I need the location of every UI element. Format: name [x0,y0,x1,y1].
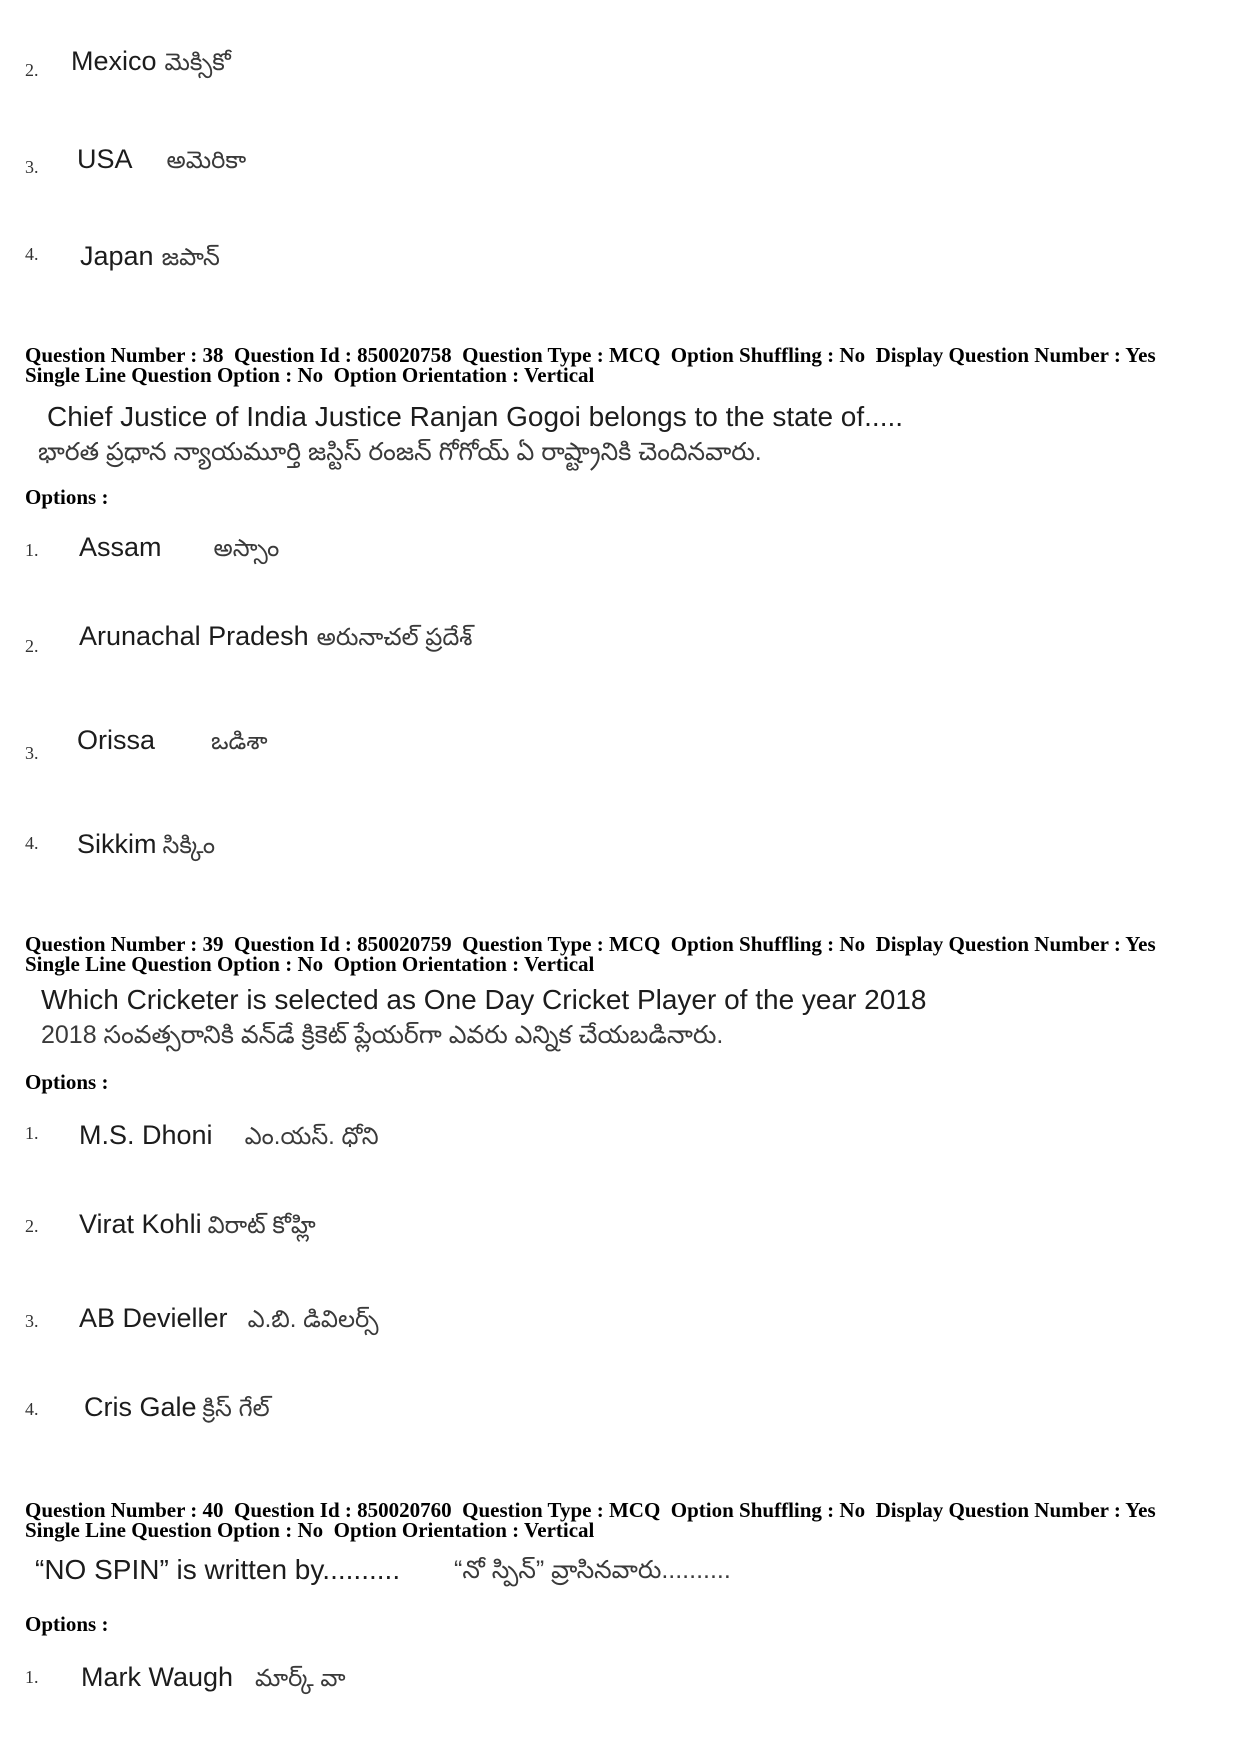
option-row [53,815,215,874]
option-number: 2. [25,1216,39,1236]
question-text-english: Which Cricketer is selected as One Day Cricket Player of the year 2018 [41,984,927,1015]
option-row [55,1289,378,1348]
option-row [53,130,246,189]
question-text-telugu: భారత ప్రధాన న్యాయమూర్తి జస్టిస్ రంజన్ గోగోయ్ ఏ రాష్ట్రానికి చెందినవారు. [38,438,762,466]
option-english-text: M.S. Dhoni [79,1120,213,1150]
question-meta-line-2: Single Line Question Option : No Option Orientation : Vertical [25,363,595,387]
question-meta-line-1: Question Number : 40 Question Id : 850020760 Question Type : MCQ Option Shuffling : No Display Question Number : Yes [25,1498,1156,1522]
question-meta-line-1: Question Number : 39 Question Id : 850020759 Question Type : MCQ Option Shuffling : No Display Question Number : Yes [25,932,1156,956]
option-number: 3. [25,1311,39,1331]
option-english-text: Assam [79,532,162,562]
option-row [47,32,231,91]
option-number: 1. [25,540,39,560]
option-row [55,1195,316,1254]
option-row [53,711,268,770]
option-telugu-text: అరునాచల్ ప్రదేశ్ [316,624,473,651]
question-meta-line-1: Question Number : 38 Question Id : 850020758 Question Type : MCQ Option Shuffling : No Display Question Number : Yes [25,343,1156,367]
option-number: 1. [25,1667,39,1687]
question-text-english: Chief Justice of India Justice Ranjan Gogoi belongs to the state of..... [47,401,904,432]
option-row [55,1106,379,1165]
option-telugu-text: క్రిస్ గేల్ [202,1395,270,1422]
option-number: 1. [25,1123,39,1143]
option-number: 3. [25,743,39,763]
option-row [55,518,279,577]
option-english-text: Orissa [77,725,156,755]
option-row [60,1378,270,1437]
options-label: Options : [25,1070,109,1094]
option-telugu-text: ఎం.యస్. ధోని [244,1123,379,1150]
option-telugu-text: విరాట్ కోహ్లి [207,1212,316,1239]
option-english-text: Mexico [71,46,157,76]
option-english-text: Sikkim [77,829,157,859]
option-telugu-text: మార్క్ వా [255,1665,346,1692]
option-number: 4. [25,244,39,264]
option-english-text: AB Devieller [79,1303,228,1333]
option-telugu-text: సిక్కిం [162,832,216,859]
question-text-telugu: “నో స్పిన్” వ్రాసినవారు.......... [454,1556,731,1584]
option-telugu-text: ఒడిశా [211,728,268,755]
option-english-text: Arunachal Pradesh [79,621,309,651]
option-row [56,227,220,286]
options-label: Options : [25,1612,109,1636]
option-telugu-text: మెక్సికో [164,49,231,76]
option-telugu-text: అస్సాం [213,535,280,562]
option-english-text: Japan [80,241,154,271]
option-telugu-text: జపాన్ [161,244,220,271]
option-telugu-text: ఎ.బి. డివిలర్స్ [247,1306,379,1333]
option-row [55,607,472,666]
option-row [57,1648,345,1707]
option-english-text: Virat Kohli [79,1209,202,1239]
option-english-text: USA [77,144,133,174]
option-number: 2. [25,636,39,656]
question-text-english: “NO SPIN” is written by.......... [35,1554,401,1585]
options-label: Options : [25,485,109,509]
option-number: 3. [25,157,39,177]
option-number: 4. [25,1399,39,1419]
option-telugu-text: అమెరికా [166,147,247,174]
question-meta-line-2: Single Line Question Option : No Option Orientation : Vertical [25,1518,595,1542]
option-number: 2. [25,60,39,80]
option-number: 4. [25,833,39,853]
question-text-telugu: 2018 సంవత్సరానికి వన్‌డే క్రికెట్ ప్లేయర్‌గా ఎవరు ఎన్నిక చేయబడినారు. [41,1021,724,1049]
option-english-text: Mark Waugh [81,1662,234,1692]
question-meta-line-2: Single Line Question Option : No Option Orientation : Vertical [25,952,595,976]
option-english-text: Cris Gale [84,1392,197,1422]
